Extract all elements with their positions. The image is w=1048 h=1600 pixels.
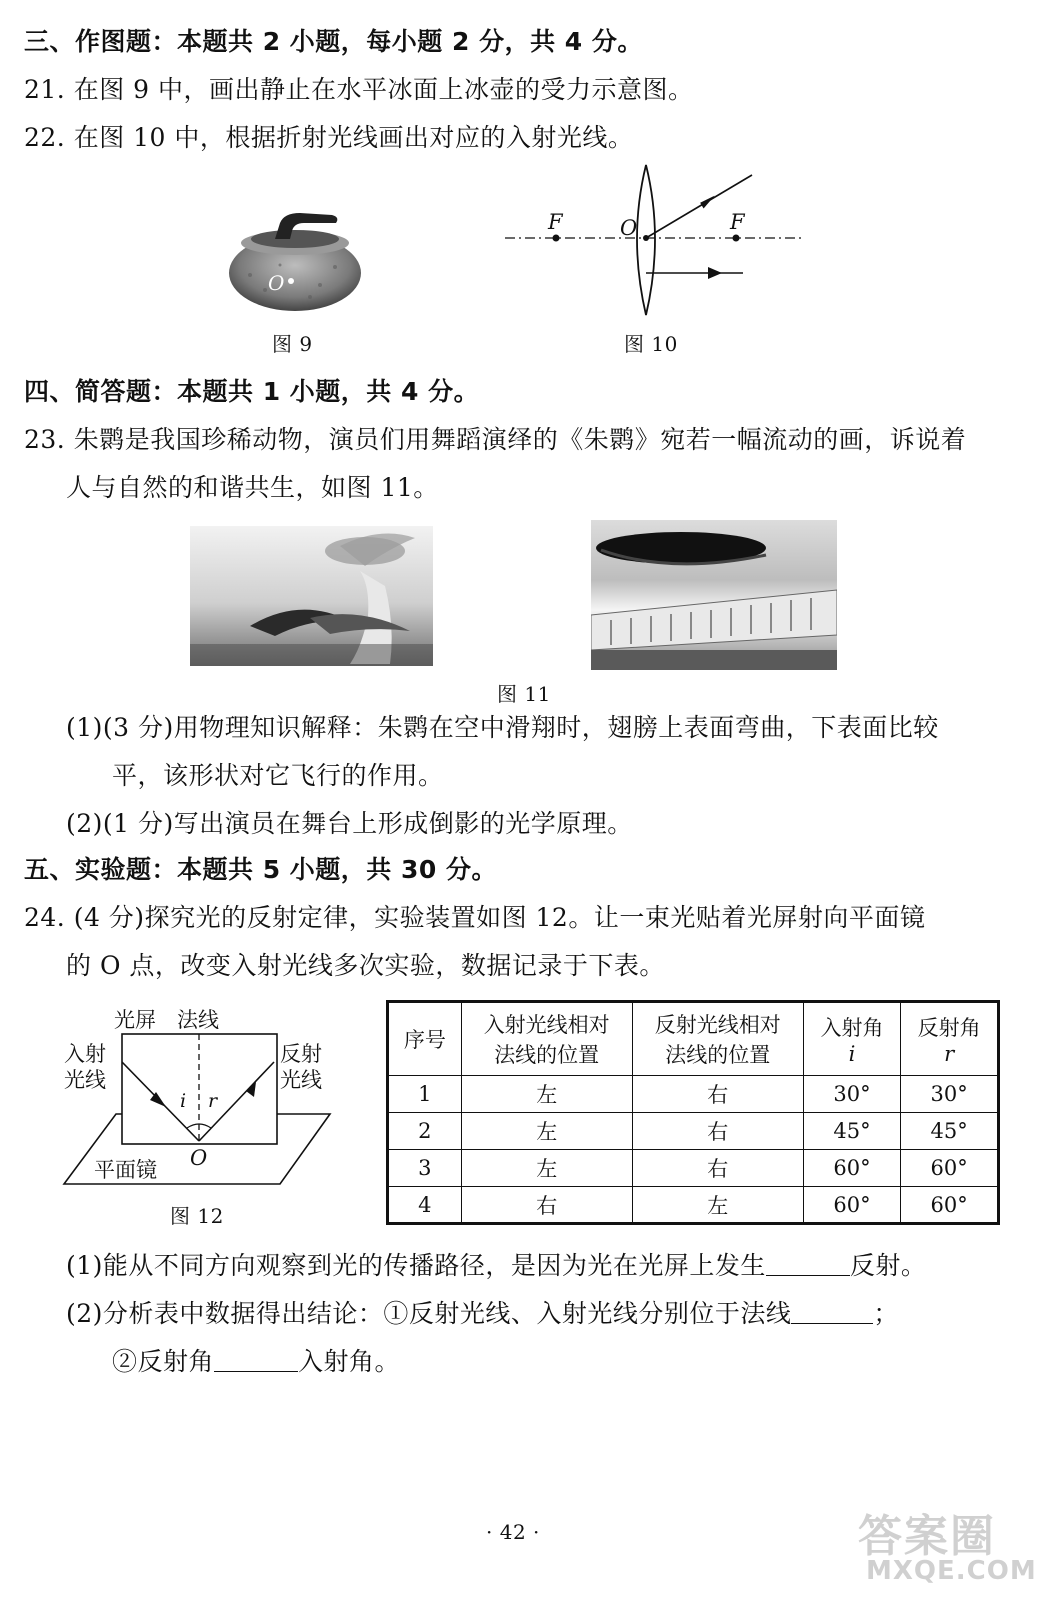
question-23-part1-line1: (1)(3 分)用物理知识解释：朱鹮在空中滑翔时，翅膀上表面弯曲，下表面比较 (66, 713, 939, 742)
figure-12-angle-r: r (208, 1090, 218, 1112)
table-header-reflected-angle-l1: 反射角 (917, 1016, 981, 1040)
curling-stone-illustration (220, 205, 370, 320)
table-row (388, 1076, 999, 1113)
reflection-data-table (386, 1000, 1000, 1225)
figure-12-mirror-label: 平面镜 (94, 1158, 157, 1182)
figure-9-point-label: O (268, 271, 285, 295)
table-row (388, 1187, 999, 1224)
figure-9-caption: 图 9 (272, 332, 313, 356)
answer-blank-2[interactable] (791, 1301, 873, 1324)
table-cell: 2 (388, 1113, 462, 1150)
table-header-reflected-position (632, 1002, 803, 1076)
table-header-incident-angle-symbol: i (848, 1042, 856, 1066)
table-row (388, 1113, 999, 1150)
table-header-incident-angle-l1: 入射角 (820, 1016, 884, 1040)
question-24-part1 (66, 1246, 926, 1282)
table-cell: 左 (632, 1187, 803, 1224)
table-cell: 右 (461, 1187, 632, 1224)
table-header-index-text: 序号 (403, 1028, 446, 1052)
table-cell: 右 (632, 1150, 803, 1187)
section4-heading: 四、简答题：本题共 1 小题，共 4 分。 (24, 377, 480, 406)
table-cell: 右 (632, 1113, 803, 1150)
question-22: 22. 在图 10 中，根据折射光线画出对应的入射光线。 (24, 123, 634, 152)
table-cell: 左 (461, 1150, 632, 1187)
figure-12-normal-label: 法线 (177, 1008, 219, 1032)
table-cell: 3 (388, 1150, 462, 1187)
table-header-reflected-position-l1: 反射光线相对 (654, 1013, 781, 1037)
figure-9-curling-stone (220, 205, 370, 320)
figure-10-focus-right: F (730, 210, 745, 234)
table-header-incident-angle (803, 1002, 901, 1076)
table-cell: 45° (901, 1113, 999, 1150)
figure-11-caption: 图 11 (497, 682, 551, 706)
table-row (388, 1150, 999, 1187)
question-24-part2-suffix: ； (873, 1299, 899, 1328)
table-cell: 60° (901, 1187, 999, 1224)
table-cell: 右 (632, 1076, 803, 1113)
figure-10-focus-left: F (548, 210, 563, 234)
question-24-part3-text: ②反射角 (112, 1347, 215, 1376)
question-24-part3-suffix: 入射角。 (298, 1347, 401, 1376)
figure-10-lens-diagram (500, 160, 810, 325)
question-24-part1-text: (1)能从不同方向观察到光的传播路径，是因为光在光屏上发生 (66, 1251, 766, 1280)
question-23-part1-line2: 平，该形状对它飞行的作用。 (112, 761, 444, 790)
table-header-incident-position-l1: 入射光线相对 (483, 1013, 610, 1037)
figure-12-incident-label-2: 光线 (64, 1068, 106, 1092)
question-24-line2: 的 O 点，改变入射光线多次实验，数据记录于下表。 (66, 951, 665, 980)
figure-12-point-label: O (190, 1146, 208, 1170)
watermark-url: MXQE.COM (866, 1556, 1037, 1586)
table-header-reflected-position-l2: 法线的位置 (665, 1043, 771, 1067)
section3-heading: 三、作图题：本题共 2 小题，每小题 2 分，共 4 分。 (24, 27, 643, 56)
question-23-part2: (2)(1 分)写出演员在舞台上形成倒影的光学原理。 (66, 809, 633, 838)
figure-11-photo-left (190, 526, 433, 666)
figure-9-point-dot (288, 278, 294, 284)
question-24-line1: 24. (4 分)探究光的反射定律，实验装置如图 12。让一束光贴着光屏射向平面镜 (24, 903, 926, 932)
figure-10-caption: 图 10 (624, 332, 678, 356)
answer-blank-1[interactable] (766, 1253, 850, 1276)
table-cell: 30° (803, 1076, 901, 1113)
section5-heading: 五、实验题：本题共 5 小题，共 30 分。 (24, 855, 498, 884)
figure-12-apparatus (62, 1004, 342, 1194)
table-cell: 4 (388, 1187, 462, 1224)
table-cell: 60° (803, 1187, 901, 1224)
question-21: 21. 在图 9 中，画出静止在水平冰面上冰壶的受力示意图。 (24, 75, 694, 104)
table-header-reflected-angle-symbol: r (944, 1042, 955, 1066)
table-header-incident-position-l2: 法线的位置 (494, 1043, 600, 1067)
dancer-crane-image (190, 526, 433, 666)
table-cell: 左 (461, 1076, 632, 1113)
table-cell: 30° (901, 1076, 999, 1113)
figure-12-reflected-label-2: 光线 (280, 1068, 322, 1092)
page-number: · 42 · (486, 1520, 540, 1544)
watermark-logo: 答案圈 (858, 1511, 996, 1562)
question-24-part2 (66, 1294, 899, 1330)
figure-12-angle-i: i (180, 1090, 187, 1112)
table-cell: 45° (803, 1113, 901, 1150)
table-header-incident-position (461, 1002, 632, 1076)
table-header-reflected-angle (901, 1002, 999, 1076)
figure-12-reflected-label-1: 反射 (280, 1042, 322, 1066)
lens-diagram-svg (500, 160, 810, 325)
table-cell: 60° (901, 1150, 999, 1187)
figure-11-photo-right (591, 520, 837, 670)
question-24-part3 (112, 1342, 400, 1378)
figure-12-screen-label: 光屏 (114, 1008, 156, 1032)
figure-10-center-label: O (620, 216, 638, 240)
stage-reflection-image (591, 520, 837, 670)
table-header-row (388, 1002, 999, 1076)
figure-12-caption: 图 12 (170, 1204, 224, 1228)
table-cell: 左 (461, 1113, 632, 1150)
answer-blank-3[interactable] (214, 1349, 298, 1372)
table-cell: 60° (803, 1150, 901, 1187)
question-24-part1-suffix: 反射。 (849, 1251, 927, 1280)
table-cell: 1 (388, 1076, 462, 1113)
figure-12-incident-label-1: 入射 (64, 1042, 106, 1066)
question-23-line2: 人与自然的和谐共生，如图 11。 (66, 473, 439, 502)
table-header-index (388, 1002, 462, 1076)
question-24-part2-text: (2)分析表中数据得出结论：①反射光线、入射光线分别位于法线 (66, 1299, 792, 1328)
question-23-line1: 23. 朱鹮是我国珍稀动物，演员们用舞蹈演绎的《朱鹮》宛若一幅流动的画，诉说着 (24, 425, 967, 454)
